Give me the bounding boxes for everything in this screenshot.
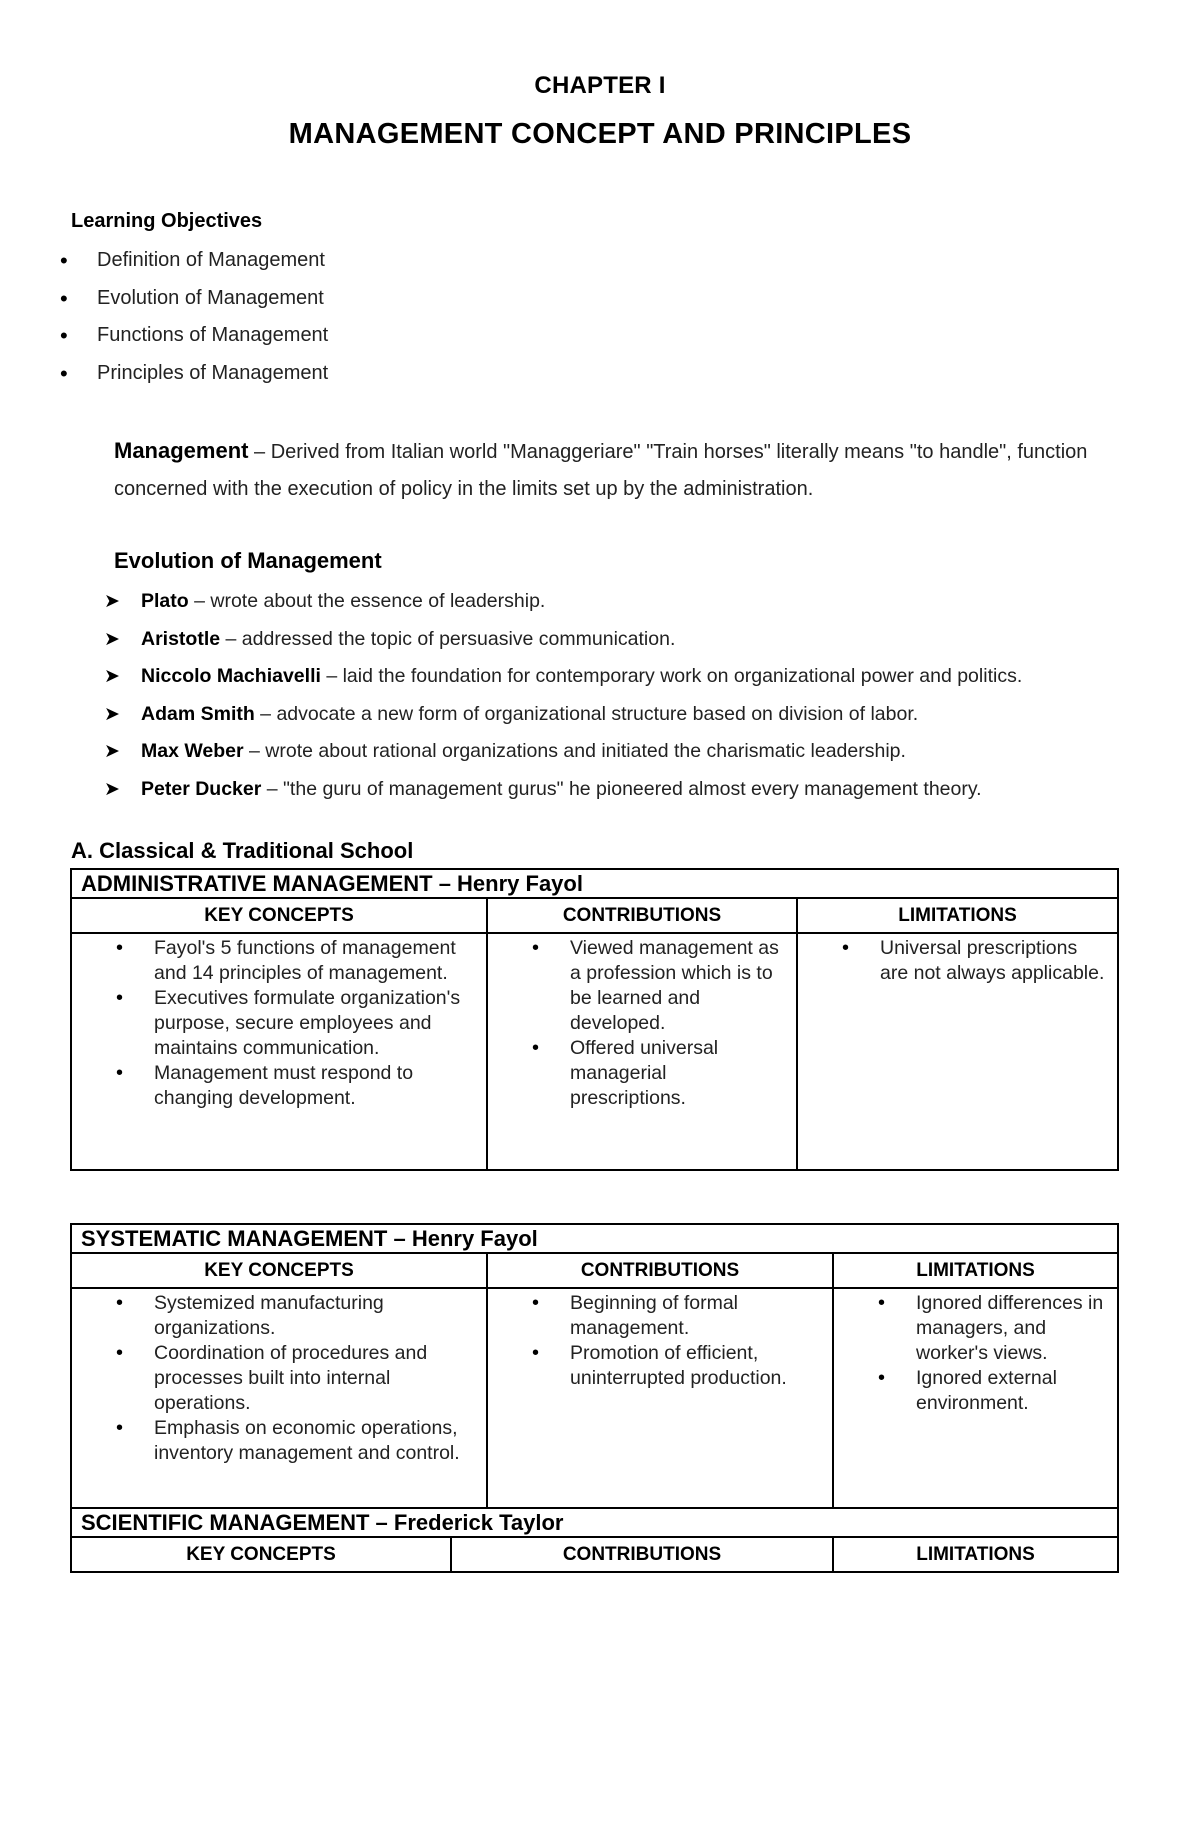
list-item (0, 621, 1022, 659)
arrow-bullet-icon: ➤ (104, 703, 120, 725)
arrow-bullet-icon: ➤ (104, 666, 120, 687)
column-header-contributions: CONTRIBUTIONS (487, 1253, 833, 1288)
list-item: • Fayol's 5 functions of management and 14 principles of management. (72, 936, 486, 986)
column-header-limitations: LIMITATIONS (797, 898, 1118, 933)
person-description: – laid the foundation for contemporary work on organizational power and politics. (320, 665, 1023, 687)
evolution-heading: Evolution of Management (114, 548, 382, 573)
section-a-heading: A. Classical & Traditional School (71, 838, 414, 863)
person-name: Max Weber (141, 740, 244, 762)
list-item: • Management must respond to changing development. (72, 1061, 486, 1111)
person-description: – wrote about the essence of leadership. (188, 590, 546, 612)
list-item: • Ignored external environment. (834, 1366, 1117, 1416)
column-header-contributions: CONTRIBUTIONS (451, 1537, 833, 1572)
learning-objectives-list (0, 242, 328, 392)
contributions-cell (487, 1288, 833, 1508)
person-name: Peter Ducker (141, 777, 262, 800)
chapter-label: CHAPTER I (534, 72, 666, 99)
list-item (0, 771, 1022, 809)
page-title: MANAGEMENT CONCEPT AND PRINCIPLES (288, 118, 912, 150)
list-item: • Executives formulate organization's purpose, secure employees and maintains communication. (72, 986, 486, 1061)
list-item: • Beginning of formal management. (488, 1291, 832, 1341)
arrow-bullet-icon: ➤ (104, 778, 120, 800)
arrow-bullet-icon: ➤ (104, 591, 120, 612)
person-name: Aristotle (141, 627, 221, 650)
evolution-list (0, 583, 1022, 808)
list-item (0, 733, 1022, 771)
list-item: • Viewed management as a profession which is to be learned and developed. (488, 936, 796, 1036)
column-header-contributions: CONTRIBUTIONS (487, 898, 797, 933)
list-item: • Coordination of procedures and processes built into internal operations. (72, 1341, 486, 1416)
management-definition-text: – Derived from Italian world "Managgeriare" "Train horses" literally means "to handle", function concerned with the execution of policy in the limits set up by the administration. (114, 441, 1088, 500)
table-title: SYSTEMATIC MANAGEMENT – Henry Fayol (71, 1224, 1118, 1253)
list-item: • Principles of Management (0, 355, 328, 393)
person-name: Plato (141, 590, 189, 612)
column-header-key-concepts: KEY CONCEPTS (71, 1537, 451, 1572)
list-item: • Evolution of Management (0, 280, 328, 318)
column-header-limitations: LIMITATIONS (833, 1537, 1118, 1572)
person-name: Niccolo Machiavelli (141, 665, 321, 687)
person-description: – wrote about rational organizations and initiated the charismatic leadership. (243, 740, 906, 762)
administrative-management-table (70, 868, 1119, 1171)
list-item (0, 583, 1022, 621)
list-item: • Definition of Management (0, 242, 328, 280)
list-item (0, 696, 1022, 734)
person-name: Adam Smith (141, 702, 255, 725)
scientific-table-title: SCIENTIFIC MANAGEMENT – Frederick Taylor (71, 1508, 1118, 1537)
arrow-bullet-icon: ➤ (104, 741, 120, 762)
list-item: • Offered universal managerial prescriptions. (488, 1036, 796, 1111)
learning-objectives-heading: Learning Objectives (71, 210, 263, 232)
list-item: • Emphasis on economic operations, inventory management and control. (72, 1416, 486, 1466)
person-description: – "the guru of management gurus" he pioneered almost every management theory. (261, 777, 982, 800)
key-concepts-cell (71, 1288, 487, 1508)
arrow-bullet-icon: ➤ (104, 628, 120, 650)
person-description: – addressed the topic of persuasive communication. (220, 627, 676, 650)
list-item: • Ignored differences in managers, and worker's views. (834, 1291, 1117, 1366)
systematic-management-table (70, 1223, 1119, 1573)
list-item: • Universal prescriptions are not always applicable. (798, 936, 1117, 986)
list-item: • Functions of Management (0, 317, 328, 355)
list-item: • Promotion of efficient, uninterrupted production. (488, 1341, 832, 1391)
column-header-key-concepts: KEY CONCEPTS (71, 898, 487, 933)
table-title: ADMINISTRATIVE MANAGEMENT – Henry Fayol (71, 869, 1118, 898)
key-concepts-cell (71, 933, 487, 1170)
contributions-cell (487, 933, 797, 1170)
person-description: – advocate a new form of organizational structure based on division of labor. (254, 702, 919, 725)
limitations-cell (797, 933, 1118, 1170)
management-definition (114, 432, 1124, 508)
management-term: Management (114, 438, 249, 463)
column-header-key-concepts: KEY CONCEPTS (71, 1253, 487, 1288)
list-item: • Systemized manufacturing organizations. (72, 1291, 486, 1341)
limitations-cell (833, 1288, 1118, 1508)
list-item (0, 658, 1022, 696)
column-header-limitations: LIMITATIONS (833, 1253, 1118, 1288)
